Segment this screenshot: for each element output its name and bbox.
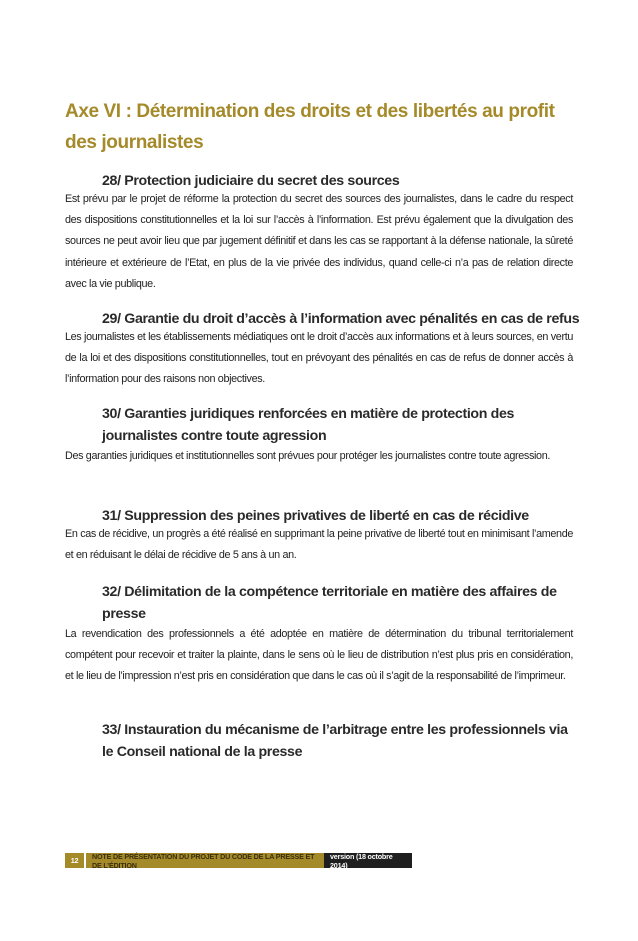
axis-heading: Axe VI : Détermination des droits et des libertés au profit des journalistes — [65, 101, 555, 153]
section-28-body: Est prévu par le projet de réforme la protection du secret des sources des journalistes, dans le cadre du respect des dispositions constitutionnelles et la loi sur l’accès à l’information. Est prévu également que la divulgation des sources ne peut avoir lieu que par jugement définitif et dans les cas se rapportant à la défense nationale, la sûreté intérieure et extérieure de l’Etat, en plus de la vie privée des individus, quand celle-ci n’a pas de relation directe avec la vie publique. — [65, 193, 573, 290]
page-number: 12 — [65, 853, 84, 868]
section-29-body: Les journalistes et les établissements médiatiques ont le droit d’accès aux informations et à leurs sources, en vertu de la loi et des dispositions constitutionnelles, tout en prévoyant des pénalités en cas de refus de donner accès à l’information pour des raisons non objectives. — [65, 331, 573, 386]
page-footer — [65, 853, 412, 868]
section-31-body: En cas de récidive, un progrès a été réalisé en supprimant la peine privative de liberté tout en minimisant l’amende et en réduisant le délai de récidive de 5 ans à un an. — [65, 528, 573, 562]
section-33-title: 33/ Instauration du mécanisme de l’arbitrage entre les professionnels via le Conseil national de la presse — [102, 722, 568, 760]
section-31-title: 31/ Suppression des peines privatives de liberté en cas de récidive — [102, 508, 529, 524]
section-32-title: 32/ Délimitation de la compétence territoriale en matière des affaires de presse — [102, 584, 557, 622]
footer-document-title: NOTE DE PRÉSENTATION DU PROJET DU CODE DE LA PRESSE ET DE L’ÉDITION — [86, 853, 324, 868]
section-28-title: 28/ Protection judiciaire du secret des sources — [102, 173, 400, 189]
section-30-title: 30/ Garanties juridiques renforcées en matière de protection des journalistes contre toute agression — [102, 406, 515, 444]
section-30-body: Des garanties juridiques et institutionnelles sont prévues pour protéger les journalistes contre toute agression. — [65, 450, 550, 462]
section-32-body: La revendication des professionnels a été adoptée en matière de détermination du tribunal territorialement compétent pour recevoir et traiter la plainte, dans le sens où le lieu de distribution n’est plus pris en considération, et le lieu de l’impression n’est pris en considération que dans le cas où il s’agit de la responsabilité de l’imprimeur. — [65, 628, 573, 683]
footer-version: version (18 octobre 2014) — [324, 853, 412, 868]
section-29-title: 29/ Garantie du droit d’accès à l’information avec pénalités en cas de refus — [102, 311, 580, 327]
